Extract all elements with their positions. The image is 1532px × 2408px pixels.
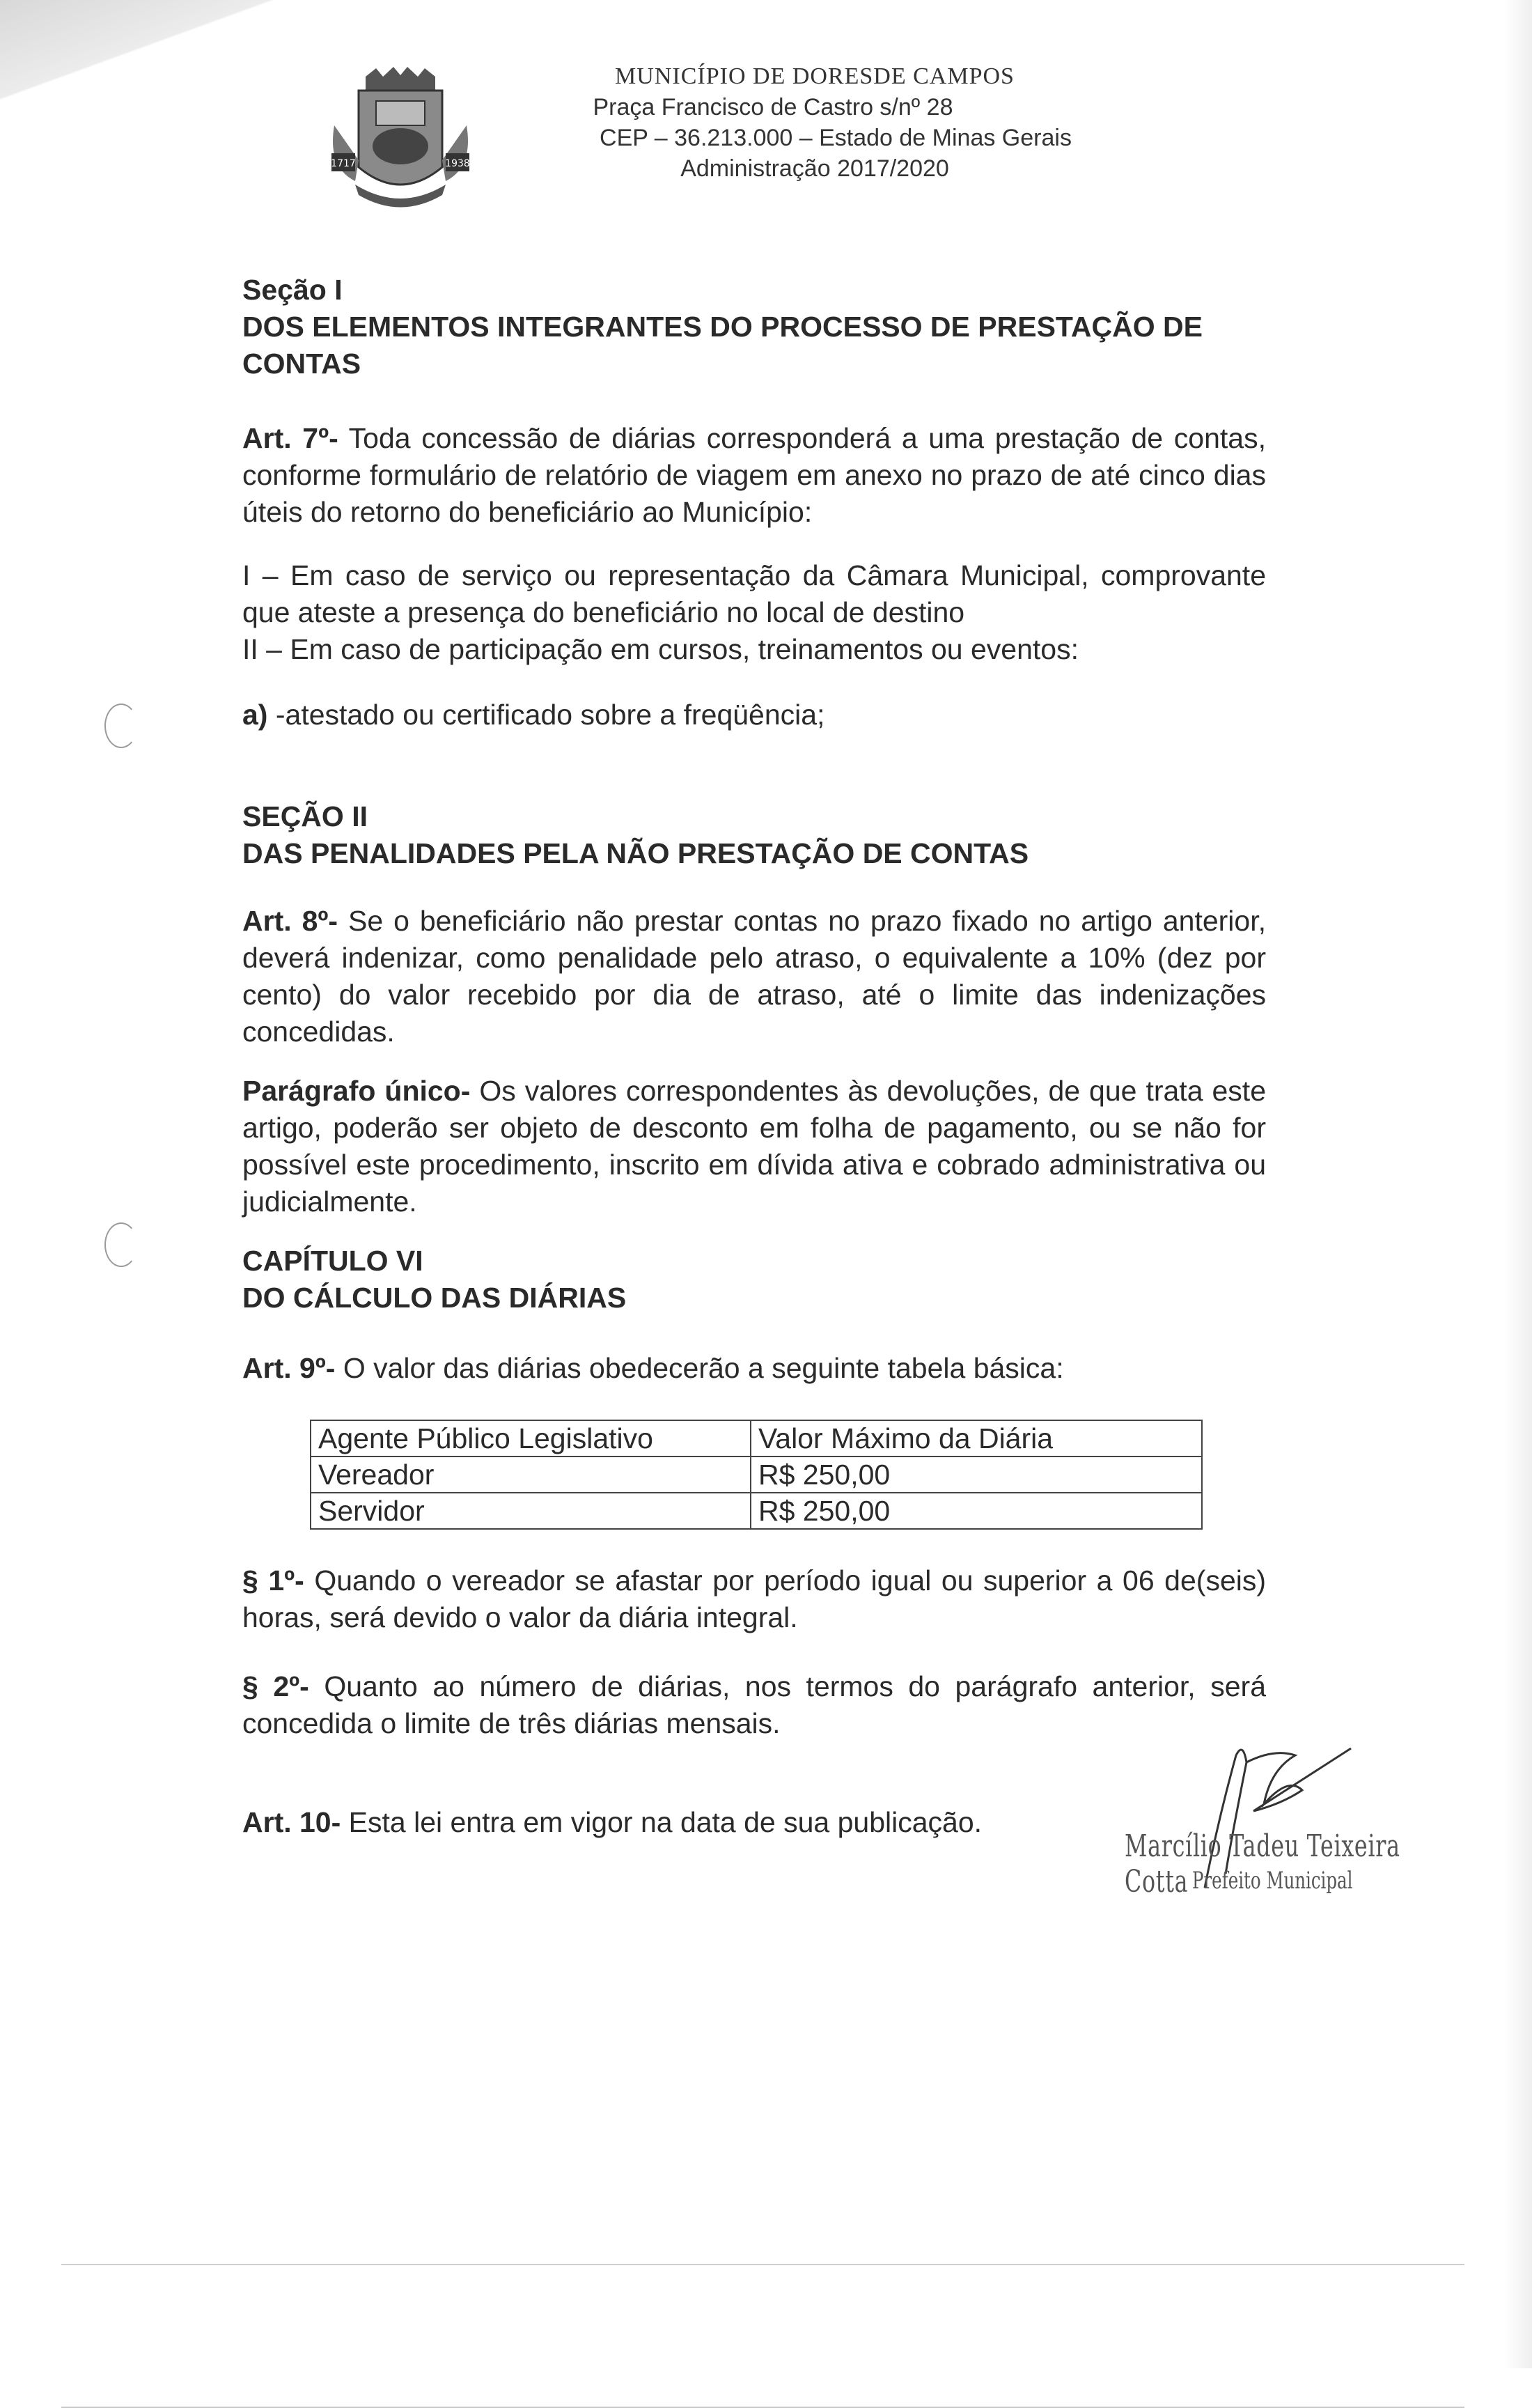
diarias-table xyxy=(310,1420,1203,1530)
scan-shadow xyxy=(0,0,292,111)
paragraph-number: § 2º- xyxy=(242,1670,309,1702)
table-cell: Servidor xyxy=(311,1493,751,1529)
punch-hole xyxy=(104,1222,138,1267)
cep: CEP – 36.213.000 – Estado de Minas Gerais xyxy=(600,125,1072,151)
paragraph-text: Quanto ao número de diárias, nos termos do parágrafo anterior, será concedida o limite de três diárias mensais. xyxy=(242,1670,1266,1739)
chapter-title: DO CÁLCULO DAS DIÁRIAS xyxy=(242,1282,627,1314)
item-i xyxy=(242,557,1266,631)
article-8 xyxy=(242,903,1266,1050)
chapter-heading xyxy=(242,1243,1266,1316)
article-text: O valor das diárias obedecerão a seguinte tabela básica: xyxy=(335,1352,1064,1384)
section-label: Seção I xyxy=(242,274,343,306)
paragraph-text: Os valores correspondentes às devoluções, de que trata este artigo, poderão ser objeto de desconto em folha de pagamento, ou se não for possível este procedimento, inscrito em dívida ativa e cobrado administrativa ou judicialmente. xyxy=(242,1075,1266,1218)
municipal-crest-icon xyxy=(327,63,474,216)
letterhead xyxy=(536,61,1093,184)
page-divider xyxy=(61,2264,1464,2265)
table-cell: R$ 250,00 xyxy=(751,1493,1202,1529)
item-text: I – Em caso de serviço ou representação da Câmara Municipal, comprovante que ateste a presença do beneficiário no local de destino xyxy=(242,559,1266,628)
punch-hole xyxy=(104,704,138,748)
item-letter: a) xyxy=(242,699,268,731)
administration: Administração 2017/2020 xyxy=(680,155,949,182)
item-a xyxy=(242,697,1266,733)
table-row xyxy=(311,1457,1202,1493)
article-text: Toda concessão de diárias corresponderá a uma prestação de contas, conforme formulário de relatório de viagem em anexo no prazo de até cinco dias úteis do retorno do beneficiário ao Município: xyxy=(242,422,1266,528)
signatory-name: Marcílio Tadeu Teixeira Cotta xyxy=(1125,1828,1400,1900)
article-9 xyxy=(242,1350,1266,1387)
article-number: Art. 8º- xyxy=(242,905,338,937)
paragraph-2 xyxy=(242,1668,1266,1742)
svg-text:1938: 1938 xyxy=(445,158,470,169)
svg-text:1717: 1717 xyxy=(331,158,356,169)
table-row xyxy=(311,1493,1202,1529)
item-text: II – Em caso de participação em cursos, treinamentos ou eventos: xyxy=(242,633,1079,665)
section-title: DAS PENALIDADES PELA NÃO PRESTAÇÃO DE CONTAS xyxy=(242,837,1029,869)
table-header-cell: Agente Público Legislativo xyxy=(311,1420,751,1457)
section-label: SEÇÃO II xyxy=(242,800,368,832)
article-number: Art. 10- xyxy=(242,1806,341,1838)
signatory-title: Prefeito Municipal xyxy=(1192,1867,1353,1895)
item-ii xyxy=(242,631,1266,668)
item-text: -atestado ou certificado sobre a freqüência; xyxy=(267,699,825,731)
article-number: Art. 7º- xyxy=(242,422,338,454)
paragrafo-unico xyxy=(242,1073,1266,1220)
section-heading xyxy=(242,272,1266,382)
paragraph-1 xyxy=(242,1562,1266,1636)
article-number: Art. 9º- xyxy=(242,1352,336,1384)
article-text: Se o beneficiário não prestar contas no prazo fixado no artigo anterior, deverá indenizar, como penalidade pelo atraso, o equivalente a 10% (dez por cento) do valor recebido por dia de atraso, até o limite das indenizações concedidas. xyxy=(242,905,1266,1048)
paragraph-label: Parágrafo único- xyxy=(242,1075,471,1107)
table-header-cell: Valor Máximo da Diária xyxy=(751,1420,1202,1457)
paragraph-text: Quando o vereador se afastar por período igual ou superior a 06 de(seis) horas, será devido o valor da diária integral. xyxy=(242,1564,1267,1633)
chapter-label: CAPÍTULO VI xyxy=(242,1245,423,1277)
address: Praça Francisco de Castro s/nº 28 xyxy=(593,94,953,121)
municipality-name: MUNICÍPIO DE DORESDE CAMPOS xyxy=(615,63,1015,89)
article-text: Esta lei entra em vigor na data de sua publicação. xyxy=(341,1806,983,1838)
article-10 xyxy=(242,1804,1078,1841)
table-cell: Vereador xyxy=(311,1457,751,1493)
paragraph-number: § 1º- xyxy=(242,1564,304,1597)
table-cell: R$ 250,00 xyxy=(751,1457,1202,1493)
scan-edge xyxy=(1504,0,1532,2368)
section-heading xyxy=(242,798,1266,872)
table-header-row xyxy=(311,1420,1202,1457)
article-7 xyxy=(242,420,1266,531)
section-title: DOS ELEMENTOS INTEGRANTES DO PROCESSO DE PRESTAÇÃO DE CONTAS xyxy=(242,311,1203,380)
